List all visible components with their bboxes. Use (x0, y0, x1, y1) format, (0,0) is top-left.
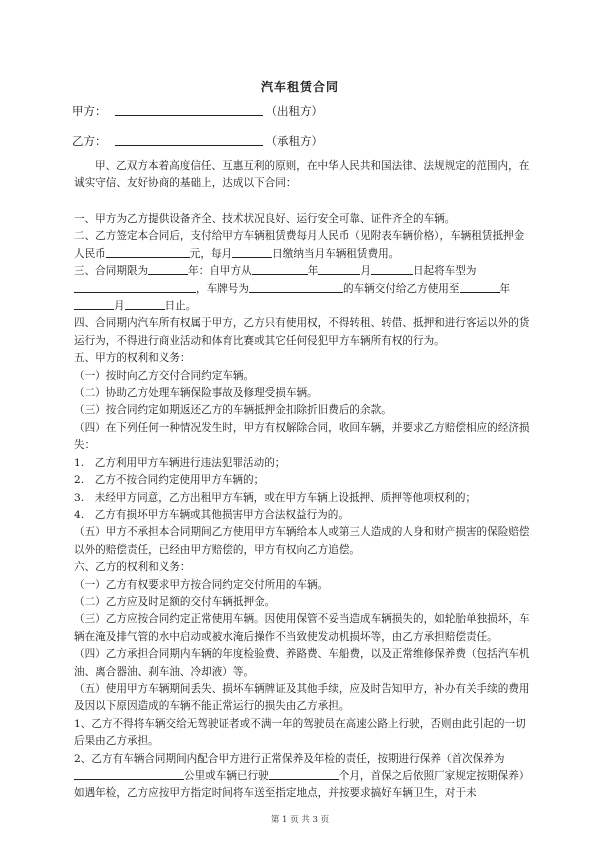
clause-5-4-3: 3. 未经甲方同意，乙方出租甲方车辆，或在甲方车辆上设抵押、质押等他项权利的； (74, 491, 477, 504)
deposit-blank (106, 246, 190, 258)
clause-6-3: （三）乙方应按合同约定正常使用车辆。因使用保管不妥当造成车辆损失的，如轮胎单独损坏，车辆在淹及排气管的水中启动或被水淹后操作不当致使发动机损坏等，由乙方承担赔偿责任。 (74, 613, 530, 643)
clause-4: 四、合同期内汽车所有权属于甲方，乙方只有使用权，不得转租、转借、抵押和进行客运以外的货运行为，不得进行商业活动和体育比赛或其它任何侵犯甲方车辆所有权的行为。 (74, 317, 530, 347)
party-a-line (72, 103, 323, 119)
party-a-role: （出租方） (265, 104, 323, 118)
clause-5-4-1: 1. 乙方利用甲方车辆进行违法犯罪活动的； (74, 456, 286, 469)
start-day-blank (371, 263, 413, 275)
clause-5-3: （三）按合同约定如期返还乙方的车辆抵押金扣除折旧费后的余款。 (74, 404, 392, 417)
clause-6-5: （五）使用甲方车辆期间丢失、损坏车辆牌证及其他手续，应及时告知甲方，补办有关手续的费用及因以下原因造成的车辆不能正常运行的损失由乙方承担。 (74, 682, 530, 713)
party-b-blank (115, 133, 263, 146)
clause-1: 一、甲方为乙方提供设备齐全、技术状况良好、运行安全可靠、证件齐全的车辆。 (74, 213, 456, 225)
plate-number-blank (249, 281, 343, 293)
clause-5-5: （五）甲方不承担本合同期间乙方使用甲方车辆给本人或第三人造成的人身和财产损害的保险赔偿以外的赔偿责任，已经由甲方赔偿的，甲方有权向乙方追偿。 (74, 526, 530, 556)
preamble-text: 甲、乙双方本着高度信任、互惠互利的原则，在中华人民共和国法律、法规规定的范围内，在诚实守信、友好协商的基础上，达成以下合同： (74, 160, 530, 190)
clause-5-4: （四）在下列任何一种情况发生时，甲方有权解除合同，收回车辆，并要求乙方赔偿相应的经济损失： (74, 421, 530, 452)
preamble (74, 158, 534, 193)
first-service-km-blank (74, 768, 184, 780)
clause-6-5-1: 1、乙方不得将车辆交给无驾驶证者或不满一年的驾驶员在高速公路上行驶，否则由此引起的一切后果由乙方承担。 (74, 717, 526, 748)
clause-5-4-2: 2. 乙方不按合同约定使用甲方车辆的； (74, 474, 265, 487)
clause-6-5-2: 2、乙方有车辆合同期间内配合甲方进行正常保养及年检的责任，按期进行保养（首次保养为公里或车辆已行驶 个月，首保之后依照厂家规定按期保养）如遇年检，乙方应按甲方指定时间将车送至指定地点，并按要求搞好车辆卫生，对于未 (74, 752, 530, 800)
first-service-months-blank (269, 768, 339, 780)
end-day-blank (125, 298, 165, 310)
page-footer: 第 1 页 共 3 页 (270, 815, 330, 825)
party-a-label: 甲方： (72, 104, 107, 118)
clause-5-4-4: 4. 乙方有损坏甲方车辆或其他损害甲方合法权益行为的。 (74, 508, 349, 521)
clause-5-2: （二）协助乙方处理车辆保险事故及修理受损车辆。 (74, 387, 318, 400)
clause-6: 六、乙方的权利和义务： (74, 561, 191, 574)
party-b-label: 乙方： (72, 134, 107, 148)
party-b-line (72, 133, 323, 149)
payment-day-blank (232, 246, 272, 258)
clause-6-2: （二）乙方应及时足额的交付车辆抵押金。 (74, 595, 276, 608)
clause-2: 二、乙方签定本合同后，支付给甲方车辆租赁费每月人民币（见附表车辆价格），车辆租赁抵押金人民币 元，每月 日缴纳当月车辆租赁费用。 (74, 230, 525, 260)
clause-3: 三、合同期限为 年：自甲方从 年 月 日起将车型为，车牌号为 的车辆交付给乙方使用至 年月 日止。 (74, 265, 511, 313)
document-title: 汽车租赁合同 (260, 80, 339, 94)
clause-5-1: （一）按时向乙方交付合同约定车辆。 (74, 369, 255, 382)
term-years-blank (148, 263, 188, 275)
party-b-role: （承租方） (265, 134, 323, 148)
start-month-blank (318, 263, 360, 275)
clause-5: 五、甲方的权利和义务： (74, 352, 191, 365)
party-a-blank (115, 103, 263, 116)
end-month-blank (74, 298, 114, 310)
car-model-blank (74, 281, 196, 293)
contract-body (74, 211, 534, 801)
start-year-blank (252, 263, 308, 275)
clause-6-1: （一）乙方有权要求甲方按合同约定交付所用的车辆。 (74, 578, 329, 591)
end-year-blank (460, 281, 500, 293)
clause-6-4: （四）乙方承担合同期内车辆的年度检验费、养路费、车船费，以及正常维修保养费（包括汽车机油、离合器油、刹车油、冷却液）等。 (74, 648, 530, 678)
